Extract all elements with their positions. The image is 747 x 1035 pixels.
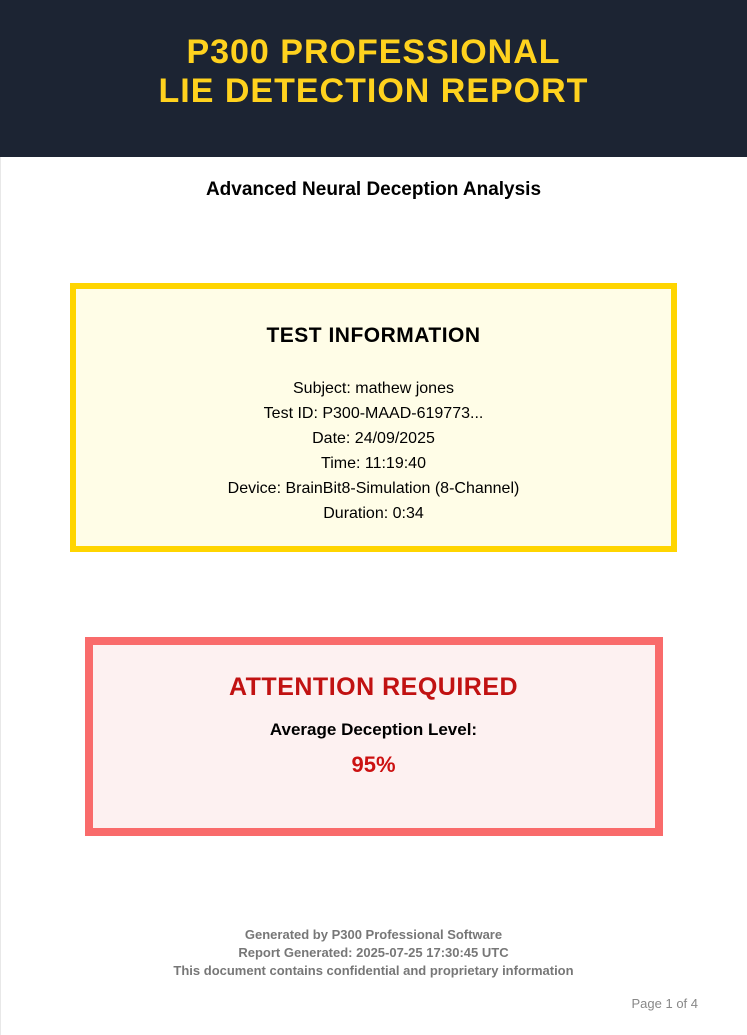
test-info-duration: Duration: 0:34 — [323, 505, 424, 522]
footer-confidential-notice: This document contains confidential and proprietary information — [173, 963, 574, 978]
footer-report-generated: Report Generated: 2025-07-25 17:30:45 UTC — [238, 945, 509, 960]
footer-generated-by: Generated by P300 Professional Software — [244, 927, 503, 942]
page-edge-line — [0, 157, 1, 1035]
report-title-line2: LIE DETECTION REPORT — [158, 72, 589, 110]
attention-required-box — [85, 637, 663, 836]
report-footer — [0, 926, 747, 980]
test-info-date: Date: 24/09/2025 — [312, 430, 435, 447]
report-subtitle: Advanced Neural Deception Analysis — [205, 179, 542, 200]
test-info-device: Device: BrainBit8-Simulation (8-Channel) — [227, 480, 520, 497]
deception-level-value: 95% — [351, 752, 396, 777]
report-header-banner — [0, 0, 747, 157]
deception-level-label: Average Deception Level: — [269, 720, 478, 739]
test-information-title: TEST INFORMATION — [266, 324, 481, 347]
test-info-time: Time: 11:19:40 — [321, 455, 426, 472]
test-information-lines — [96, 376, 651, 526]
test-info-test-id: Test ID: P300-MAAD-619773... — [263, 405, 484, 422]
test-info-subject: Subject: mathew jones — [293, 380, 454, 397]
report-title-line1: P300 PROFESSIONAL — [186, 33, 561, 71]
test-information-box — [70, 283, 677, 552]
page-number: Page 1 of 4 — [631, 996, 698, 1011]
attention-required-title: ATTENTION REQUIRED — [228, 673, 519, 701]
